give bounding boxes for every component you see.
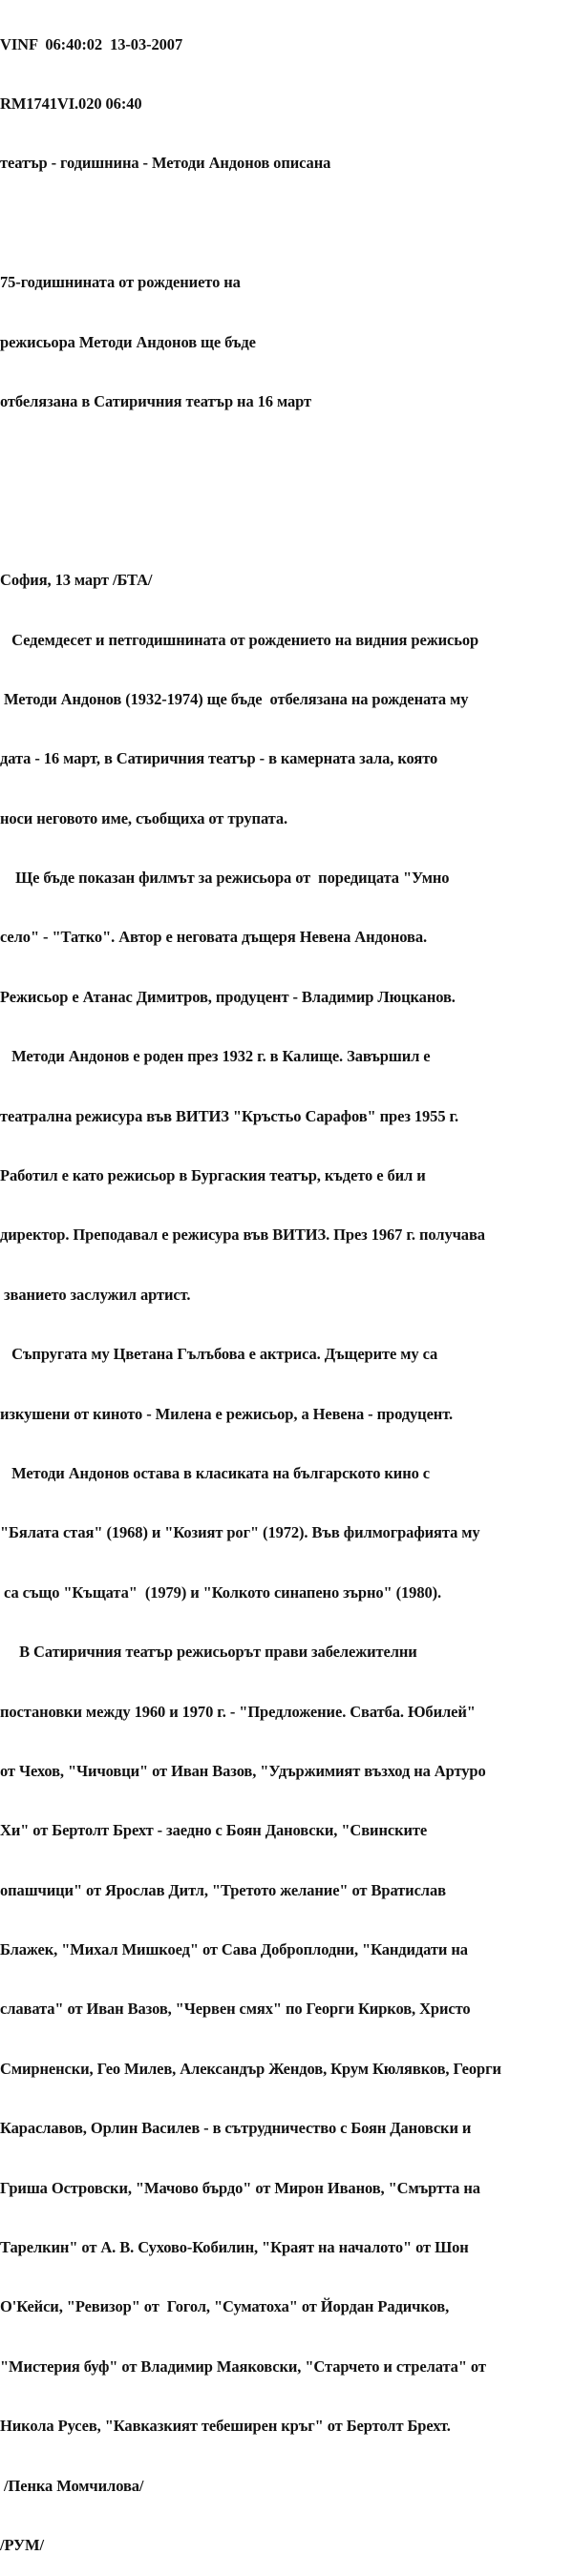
body-line: носи неговото име, съобщиха от трупата. bbox=[0, 808, 288, 827]
blank-line bbox=[0, 451, 573, 471]
body-line: Никола Русев, "Кавказкият тебеширен кръг" от Бертолт Брехт. bbox=[0, 2417, 451, 2436]
slug-line: театър - годишнина - Методи Андонов описана bbox=[0, 154, 331, 173]
author-signature: /Пенка Момчилова/ bbox=[0, 2476, 144, 2495]
body-line: Съпругата му Цветана Гълъбова е актриса. Дъщерите му са bbox=[0, 1345, 438, 1364]
body-line: постановки между 1960 и 1970 г. - "Предложение. Сватба. Юбилей" bbox=[0, 1702, 476, 1721]
body-line: Методи Андонов е роден през 1932 г. в Калище. Завършил е bbox=[0, 1047, 431, 1066]
body-line: са също "Къщата" (1979) и "Колкото синапено зърно" (1980). bbox=[0, 1582, 442, 1602]
body-line: Караславов, Орлин Василев - в сътрудничество с Боян Дановски и bbox=[0, 2119, 472, 2138]
lead-line: 75-годишнината от рождението на bbox=[0, 273, 241, 292]
dateline: София, 13 март /БТА/ bbox=[0, 571, 153, 590]
body-line: Работил е като режисьор в Бургаския театър, където е бил и bbox=[0, 1166, 426, 1185]
body-line: О'Кейси, "Ревизор" от Гогол, "Суматоха" от Йордан Радичков, bbox=[0, 2297, 450, 2316]
body-line: Тарелкин" от А. В. Сухово-Кобилин, "Краят на началото" от Шон bbox=[0, 2238, 469, 2257]
body-line: званието заслужил артист. bbox=[0, 1285, 191, 1304]
body-line: славата" от Иван Вазов, "Червен смях" по Георги Кирков, Христо bbox=[0, 2000, 471, 2019]
body-line: Хи" от Бертолт Брехт - заедно с Боян Дановски, "Свинските bbox=[0, 1821, 428, 1840]
editor-signature: /РУМ/ bbox=[0, 2536, 45, 2554]
lead-line: режисьора Методи Андонов ще бъде bbox=[0, 332, 256, 351]
body-line: от Чехов, "Чичовци" от Иван Вазов, "Удържимият възход на Артуро bbox=[0, 1761, 486, 1780]
body-line: изкушени от киното - Милена е режисьор, а Невена - продуцент. bbox=[0, 1404, 453, 1423]
body-line: Ще бъде показан филмът за режисьора от поредицата "Умно bbox=[0, 869, 450, 888]
body-line: Смирненски, Гео Милев, Александър Жендов, Крум Кюлявков, Георги bbox=[0, 2059, 501, 2078]
body-line: Блажек, "Михал Мишкоед" от Сава Доброплодни, "Кандидати на bbox=[0, 1940, 468, 1959]
body-line: Методи Андонов (1932-1974) ще бъде отбелязана на рождената му bbox=[0, 689, 469, 708]
body-line: театрална режисура във ВИТИЗ "Кръстьо Сарафов" през 1955 г. bbox=[0, 1106, 459, 1125]
body-line: директор. Преподавал е режисура във ВИТИЗ. През 1967 г. получава bbox=[0, 1225, 485, 1245]
body-line: "Бялата стая" (1968) и "Козият рог" (1972). Във филмографията му bbox=[0, 1523, 480, 1542]
body-line: опашчици" от Ярослав Дитл, "Третото желание" от Вратислав bbox=[0, 1880, 446, 1899]
body-line: "Мистерия буф" от Владимир Маяковски, "Старчето и стрелата" от bbox=[0, 2356, 486, 2376]
body-line: Гриша Островски, "Мачово бърдо" от Мирон Иванов, "Смъртта на bbox=[0, 2178, 480, 2197]
lead-line: отбелязана в Сатиричния театър на 16 март bbox=[0, 391, 312, 410]
body-line: село" - "Татко". Автор е неговата дъщеря Невена Андонова. bbox=[0, 928, 428, 947]
header-line-1: VINF 06:40:02 13-03-2007 bbox=[0, 34, 183, 53]
header-line-2: RM1741VI.020 06:40 bbox=[0, 94, 142, 113]
blank-line bbox=[0, 214, 573, 234]
body-line: Режисьор е Атанас Димитров, продуцент - Владимир Люцканов. bbox=[0, 987, 456, 1006]
blank-line bbox=[0, 512, 573, 532]
body-line: дата - 16 март, в Сатиричния театър - в камерната зала, която bbox=[0, 749, 438, 768]
body-line: Методи Андонов остава в класиката на българското кино с bbox=[0, 1463, 430, 1482]
body-line: В Сатиричния театър режисьорът прави забележителни bbox=[0, 1643, 417, 1662]
body-line: Седемдесет и петгодишнината от рождението на видния режисьор bbox=[0, 630, 479, 649]
